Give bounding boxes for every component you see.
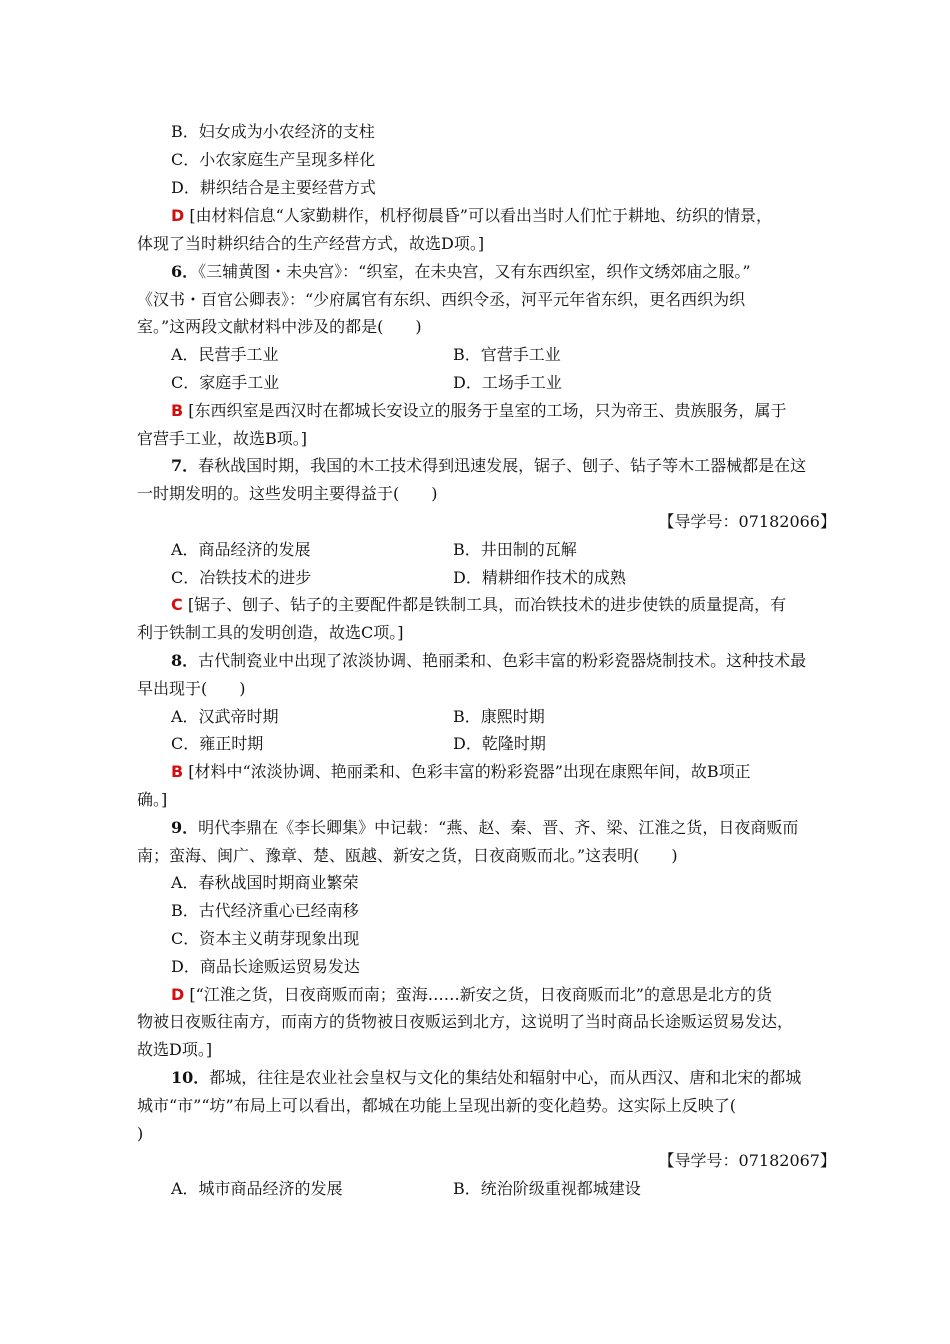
q9-explanation-line3: 故选D项。] (137, 1040, 213, 1059)
q8-stem-line1: 8．古代制瓷业中出现了浓淡协调、艳丽柔和、色彩丰富的粉彩瓷器烧制技术。这种技术最 (171, 651, 807, 670)
q7-answer: C (171, 595, 183, 614)
q7-stem-line1: 7．春秋战国时期，我国的木工技术得到迅速发展，锯子、刨子、钻子等木工器械都是在这 (171, 456, 807, 475)
q10-option-b: B．统治阶级重视都城建设 (453, 1179, 641, 1198)
q6-stem-line3: 室。”这两段文献材料中涉及的都是( ) (137, 317, 422, 336)
q5-explanation-line2: 体现了当时耕织结合的生产经营方式，故选D项。] (137, 234, 485, 253)
q9-option-a: A．春秋战国时期商业繁荣 (171, 873, 359, 892)
q9-explanation-line2: 物被日夜贩往南方，而南方的货物被日夜贩运到北方，这说明了当时商品长途贩运贸易发达， (137, 1012, 794, 1031)
q7-option-d: D．精耕细作技术的成熟 (453, 568, 626, 587)
q6-option-b: B．官营手工业 (453, 345, 561, 364)
q6-answer: B (171, 401, 184, 420)
q9-answer: D (171, 985, 185, 1004)
q8-explanation-line2: 确。] (137, 790, 168, 809)
q6-explanation-line2: 官营手工业，故选B项。] (137, 429, 308, 448)
q10-option-a: A．城市商品经济的发展 (171, 1179, 343, 1198)
q5-answer: D (171, 206, 185, 225)
q10-stem-line1: 10．都城，往往是农业社会皇权与文化的集结处和辐射中心，而从西汉、唐和北宋的都城 (171, 1068, 802, 1087)
q5-option-b: B．妇女成为小农经济的支柱 (171, 122, 375, 141)
q9-option-d: D．商品长途贩运贸易发达 (171, 957, 360, 976)
q8-option-c: C．雍正时期 (171, 734, 264, 753)
q6-option-c: C．家庭手工业 (171, 373, 280, 392)
q9-stem-line2: 南；蛮海、闽广、豫章、楚、瓯越、新安之货，日夜商贩而北。”这表明( ) (137, 846, 678, 865)
q8-explanation-line1: B [材料中“浓淡协调、艳丽柔和、色彩丰富的粉彩瓷器”出现在康熙年间，故B项正 (171, 762, 751, 781)
q5-explanation-line1: D [由材料信息“人家勤耕作，机杼彻晨昏”可以看出当时人们忙于耕地、纺织的情景， (171, 206, 772, 225)
q8-option-b: B．康熙时期 (453, 707, 545, 726)
q6-stem-line1: 6．《三辅黄图・未央宫》：“织室，在未央宫，又有东西织室，织作文绣郊庙之服。” (171, 262, 751, 281)
q9-explanation-line1: D [“江淮之货，日夜商贩而南；蛮海……新安之货，日夜商贩而北”的意思是北方的货 (171, 985, 772, 1004)
q5-option-c: C．小农家庭生产呈现多样化 (171, 150, 376, 169)
q10-guide-number: 【导学号：07182067】 (658, 1151, 836, 1170)
q6-option-a: A．民营手工业 (171, 345, 279, 364)
q7-guide-number: 【导学号：07182066】 (658, 512, 836, 531)
q5-option-d: D．耕织结合是主要经营方式 (171, 178, 376, 197)
q6-option-d: D．工场手工业 (453, 373, 562, 392)
q8-option-d: D．乾隆时期 (453, 734, 546, 753)
q10-stem-line3: ) (137, 1124, 144, 1143)
q8-answer: B (171, 762, 184, 781)
q9-stem-line1: 9．明代李鼎在《李长卿集》中记载：“燕、赵、秦、晋、齐、梁、江淮之货，日夜商贩而 (171, 818, 799, 837)
q10-stem-line2: 城市“市”“坊”布局上可以看出，都城在功能上呈现出新的变化趋势。这实际上反映了( (137, 1096, 736, 1115)
q7-stem-line2: 一时期发明的。这些发明主要得益于( ) (137, 484, 438, 503)
q9-option-c: C．资本主义萌芽现象出现 (171, 929, 360, 948)
q7-option-c: C．冶铁技术的进步 (171, 568, 312, 587)
q8-stem-line2: 早出现于( ) (137, 679, 246, 698)
q7-explanation-line1: C [锯子、刨子、钻子的主要配件都是铁制工具，而冶铁技术的进步使铁的质量提高，有 (171, 595, 787, 614)
q6-explanation-line1: B [东西织室是西汉时在都城长安设立的服务于皇室的工场，只为帝王、贵族服务，属于 (171, 401, 787, 420)
q7-option-a: A．商品经济的发展 (171, 540, 311, 559)
q7-explanation-line2: 利于铁制工具的发明创造，故选C项。] (137, 623, 404, 642)
q8-option-a: A．汉武帝时期 (171, 707, 279, 726)
q6-stem-line2: 《汉书・百官公卿表》：“少府属官有东织、西织令丞，河平元年省东织，更名西织为织 (137, 290, 746, 309)
q9-option-b: B．古代经济重心已经南移 (171, 901, 359, 920)
q7-option-b: B．井田制的瓦解 (453, 540, 577, 559)
